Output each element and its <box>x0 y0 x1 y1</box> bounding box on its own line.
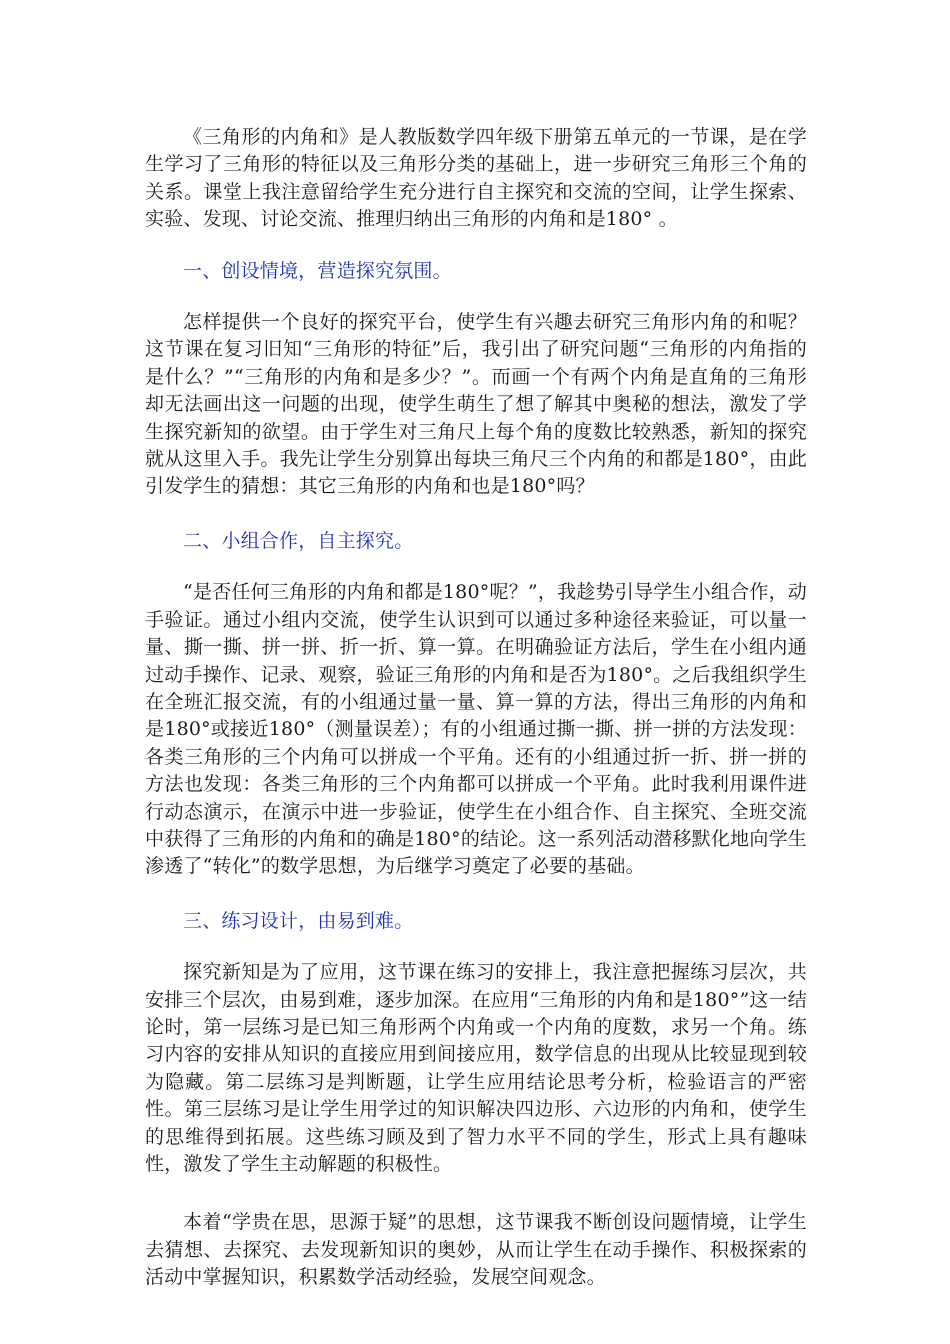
section-3-heading: 三、练习设计，由易到难。 <box>183 909 414 932</box>
section-3-body: 探究新知是为了应用，这节课在练习的安排上，我注意把握练习层次，共安排三个层次，由易到难，逐步加深。在应用“三角形的内角和是180°”这一结论时，第一层练习是已知三角形两个内角或一个内角的度数，求另一个角。练习内容的安排从知识的直接应用到间接应用，数学信息的出现从比较显现到较为隐藏。第二层练习是判断题，让学生应用结论思考分析，检验语言的严密性。第三层练习是让学生用学过的知识解决四边形、六边形的内角和，使学生的思维得到拓展。这些练习顾及到了智力水平不同的学生，形式上具有趣味性，激发了学生主动解题的积极性。 <box>145 961 807 1175</box>
section-1-body: 怎样提供一个良好的探究平台，使学生有兴趣去研究三角形内角的和呢？这节课在复习旧知“三角形的特征”后，我引出了研究问题“三角形的内角指的是什么？”“三角形的内角和是多少？”。而画一个有两个内角是直角的三角形却无法画出这一问题的出现，使学生萌生了想了解其中奥秘的想法，激发了学生探究新知的欲望。由于学生对三角尺上每个角的度数比较熟悉，新知的探究就从这里入手。我先让学生分别算出每块三角尺三个内角的和都是180°，由此引发学生的猜想：其它三角形的内角和也是180°吗？ <box>145 311 807 498</box>
section-1-heading: 一、创设情境，营造探究氛围。 <box>183 259 452 282</box>
conclusion-paragraph: 本着“学贵在思，思源于疑”的思想，这节课我不断创设问题情境，让学生去猜想、去探究、去发现新知识的奥妙，从而让学生在动手操作、积极探索的活动中掌握知识，积累数学活动经验，发展空间观念。 <box>145 1211 807 1289</box>
intro-paragraph: 《三角形的内角和》是人教版数学四年级下册第五单元的一节课，是在学生学习了三角形的特征以及三角形分类的基础上，进一步研究三角形三个角的关系。课堂上我注意留给学生充分进行自主探究和交流的空间，让学生探索、实验、发现、讨论交流、推理归纳出三角形的内角和是180° 。 <box>145 126 807 231</box>
section-2-body: “是否任何三角形的内角和都是180°呢？”，我趁势引导学生小组合作，动手验证。通过小组内交流，使学生认识到可以通过多种途径来验证，可以量一量、撕一撕、拼一拼、折一折、算一算。在明确验证方法后，学生在小组内通过动手操作、记录、观察，验证三角形的内角和是否为180°。之后我组织学生在全班汇报交流，有的小组通过量一量、算一算的方法，得出三角形的内角和是180°或接近180°（测量误差）；有的小组通过撕一撕、拼一拼的方法发现：各类三角形的三个内角可以拼成一个平角。还有的小组通过折一折、拼一拼的方法也发现：各类三角形的三个内角都可以拼成一个平角。此时我利用课件进行动态演示，在演示中进一步验证，使学生在小组合作、自主探究、全班交流中获得了三角形的内角和的确是180°的结论。这一系列活动潜移默化地向学生渗透了“转化”的数学思想，为后继学习奠定了必要的基础。 <box>145 581 807 878</box>
document-page <box>145 124 807 1292</box>
section-2-heading: 二、小组合作，自主探究。 <box>183 529 414 552</box>
